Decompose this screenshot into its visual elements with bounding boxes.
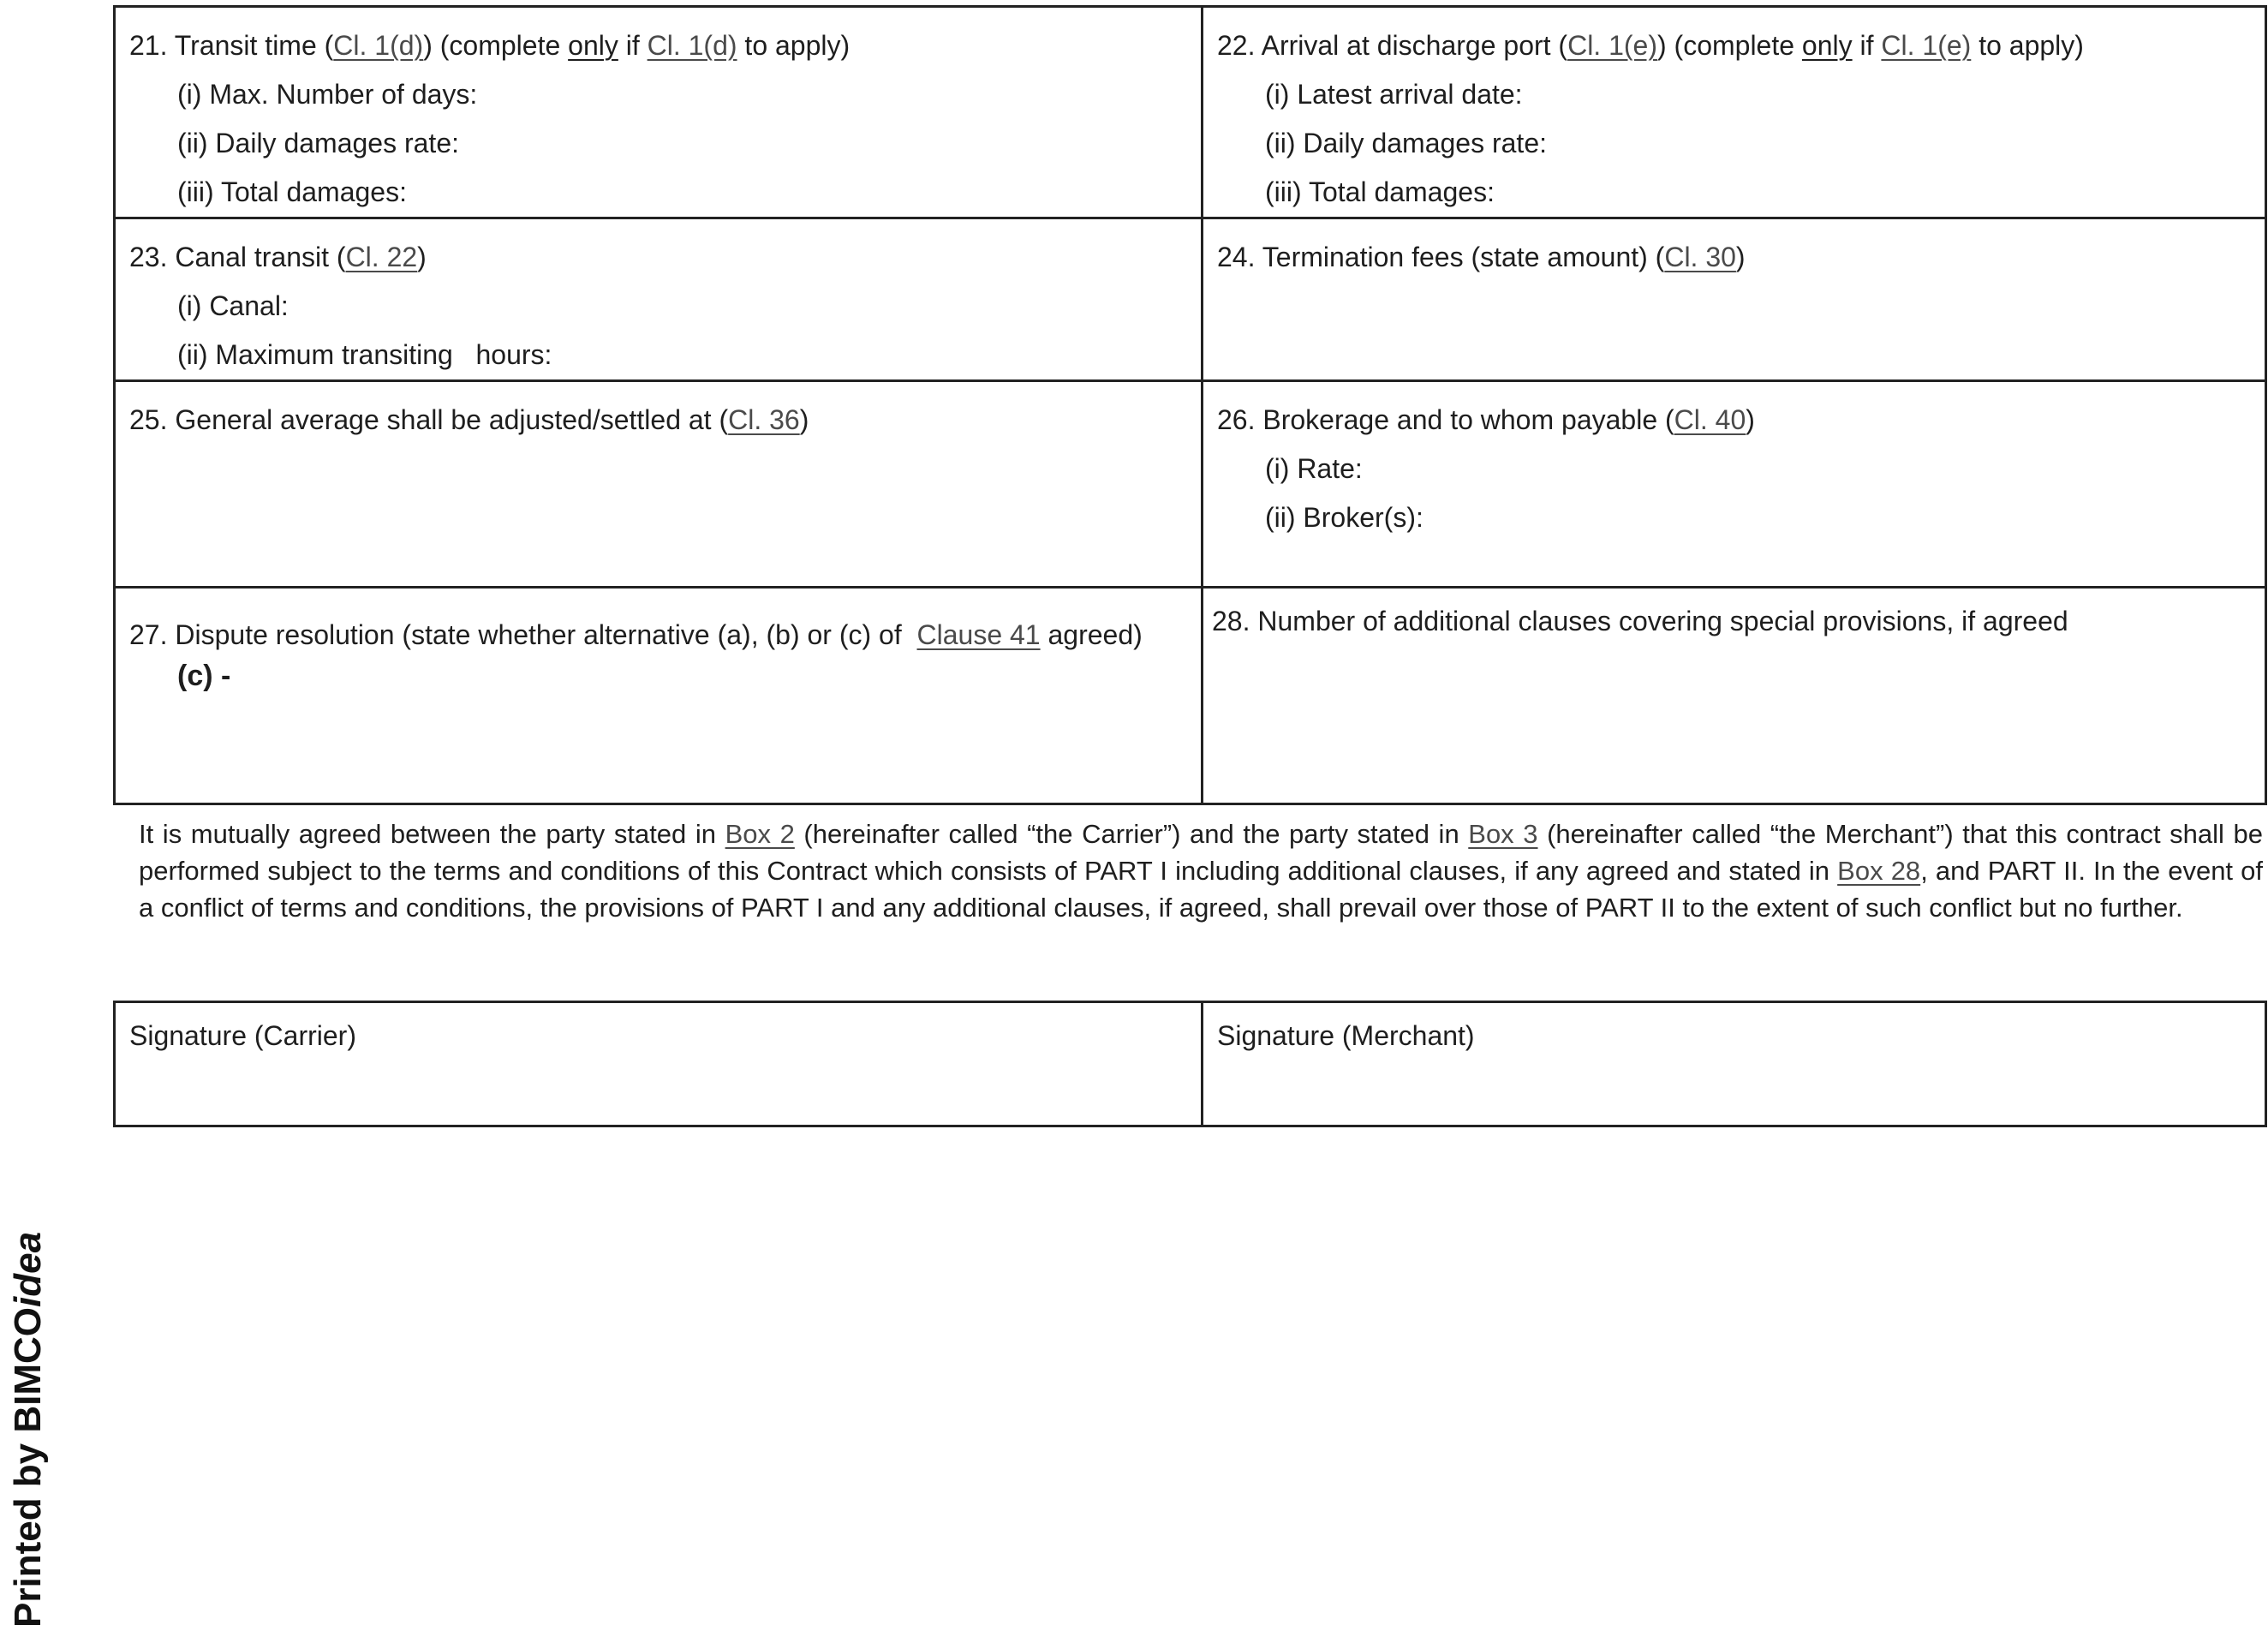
box-27-dispute-resolution[interactable] <box>115 588 1203 804</box>
agreement-paragraph: It is mutually agreed between the party stated in Box 2 (hereinafter called “the Carrier”) and the party stated in Box 3 (hereinafter called “the Merchant”) that this contract shall be performed subject to the terms and conditions of this Contract which consists of PART I including additional clauses, if any agreed and stated in Box 28, and PART II. In the event of a conflict of terms and conditions, the provisions of PART I and any additional clauses, if agreed, shall prevail over those of PART II to the extent of such conflict but no further. <box>139 819 2264 923</box>
box-23-max-hours: (ii) Maximum transiting hours: <box>177 339 552 370</box>
box-25-general-average[interactable] <box>115 381 1203 588</box>
box-26-rate: (i) Rate: <box>1265 453 1363 484</box>
signature-carrier-label: Signature (Carrier) <box>129 1020 356 1051</box>
box-28-heading: 28. Number of additional clauses covering special provisions, if agreed <box>1212 606 2068 636</box>
box-24-clause-link[interactable]: Cl. 30 <box>1664 242 1736 272</box>
box-25-heading: 25. General average shall be adjusted/settled at (Cl. 36) <box>129 404 809 435</box>
box-21-heading: 21. Transit time (Cl. 1(d)) (complete only if Cl. 1(d) to apply) <box>129 30 850 61</box>
printed-by-imprint: Printed by BIMCOidea <box>7 1231 49 1628</box>
box-21-clause-link[interactable]: Cl. 1(d) <box>333 30 424 61</box>
box-21-clause-link-2[interactable]: Cl. 1(d) <box>647 30 737 61</box>
box-21-total-damages: (iii) Total damages: <box>177 176 407 207</box>
box-25-clause-link[interactable]: Cl. 36 <box>728 404 800 435</box>
box-24-heading: 24. Termination fees (state amount) (Cl. 30) <box>1217 242 1746 272</box>
box-22-daily-rate: (ii) Daily damages rate: <box>1265 128 1547 158</box>
form-row-25-26 <box>115 381 2266 588</box>
box-27-value: (c) - <box>177 660 231 692</box>
signature-row <box>115 1002 2266 1126</box>
form-boxes-table <box>113 5 2267 805</box>
form-row-27-28 <box>115 588 2266 804</box>
signature-merchant-label: Signature (Merchant) <box>1217 1020 1475 1051</box>
signature-carrier-field[interactable] <box>115 1002 1203 1126</box>
box-22-clause-link-2[interactable]: Cl. 1(e) <box>1881 30 1972 61</box>
printed-by-brand: idea <box>7 1231 49 1307</box>
box-27-heading: 27. Dispute resolution (state whether alternative (a), (b) or (c) of Clause 41 agreed) <box>129 619 1143 650</box>
box-23-canal: (i) Canal: <box>177 290 289 321</box>
box-21-daily-rate: (ii) Daily damages rate: <box>177 128 459 158</box>
box-26-brokers: (ii) Broker(s): <box>1265 502 1423 533</box>
box-24-termination-fees[interactable] <box>1203 218 2266 381</box>
box-22-heading: 22. Arrival at discharge port (Cl. 1(e)) (complete only if Cl. 1(e) to apply) <box>1217 30 2084 61</box>
box-23-clause-link[interactable]: Cl. 22 <box>345 242 418 272</box>
form-row-23-24 <box>115 218 2266 381</box>
box-22-arrival-discharge-port[interactable] <box>1203 7 2266 218</box>
signature-merchant-field[interactable] <box>1203 1002 2266 1126</box>
box-26-heading: 26. Brokerage and to whom payable (Cl. 40) <box>1217 404 1755 435</box>
signature-table <box>113 1001 2267 1127</box>
box-28-additional-clauses[interactable] <box>1203 588 2266 804</box>
box-28-link[interactable]: Box 28 <box>1837 856 1921 886</box>
box-21-max-days: (i) Max. Number of days: <box>177 79 478 110</box>
box-23-canal-transit[interactable] <box>115 218 1203 381</box>
box-2-link[interactable]: Box 2 <box>725 819 795 849</box>
box-26-clause-link[interactable]: Cl. 40 <box>1674 404 1746 435</box>
box-22-clause-link[interactable]: Cl. 1(e) <box>1567 30 1657 61</box>
box-26-brokerage[interactable] <box>1203 381 2266 588</box>
form-row-21-22 <box>115 7 2266 218</box>
box-22-total-damages: (iii) Total damages: <box>1265 176 1495 207</box>
box-23-heading: 23. Canal transit (Cl. 22) <box>129 242 427 272</box>
box-22-latest-arrival: (i) Latest arrival date: <box>1265 79 1523 110</box>
box-27-clause-link[interactable]: Clause 41 <box>916 619 1041 650</box>
box-21-transit-time[interactable] <box>115 7 1203 218</box>
box-3-link[interactable]: Box 3 <box>1468 819 1538 849</box>
